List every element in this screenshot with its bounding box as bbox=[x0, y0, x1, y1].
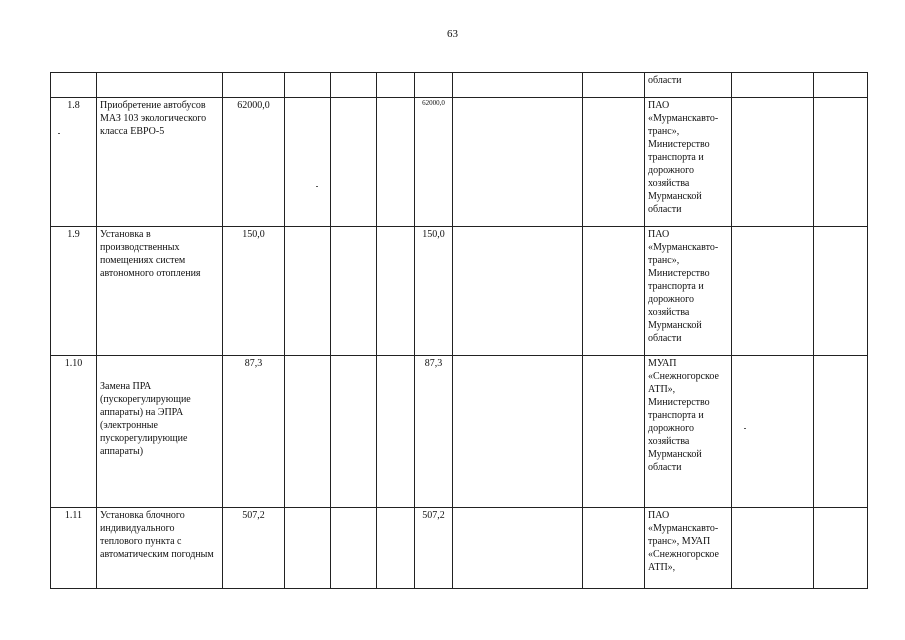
cell-budget: 507,2 bbox=[415, 508, 453, 589]
cell-empty bbox=[583, 508, 645, 589]
cell-num: 1.8 bbox=[51, 98, 97, 227]
cell-empty bbox=[453, 98, 583, 227]
table-row bbox=[51, 508, 868, 589]
cell-num: 1.10 bbox=[51, 356, 97, 508]
scan-speck bbox=[58, 133, 60, 134]
cell-total bbox=[223, 73, 285, 98]
cell-empty bbox=[377, 356, 415, 508]
cell-name: Замена ПРА (пускорегулирующие аппараты) на ЭПРА (электронные пускорегулирующие аппараты) bbox=[97, 356, 223, 508]
cell-num: 1.9 bbox=[51, 227, 97, 356]
cell-executor: ПАО «Мурманскавто-транс», МУАП «Снежногорское АТП», bbox=[645, 508, 732, 589]
cell-empty bbox=[814, 227, 868, 356]
cell-name bbox=[97, 73, 223, 98]
cell-empty bbox=[285, 508, 331, 589]
cell-total: 150,0 bbox=[223, 227, 285, 356]
cell-empty bbox=[453, 227, 583, 356]
cell-empty bbox=[285, 98, 331, 227]
cell-empty bbox=[814, 73, 868, 98]
measures-table bbox=[50, 72, 868, 589]
cell-total: 507,2 bbox=[223, 508, 285, 589]
cell-empty bbox=[814, 98, 868, 227]
cell-executor: МУАП «Снежногорское АТП», Министерство транспорта и дорожного хозяйства Мурманской области bbox=[645, 356, 732, 508]
cell-empty bbox=[377, 227, 415, 356]
cell-empty bbox=[814, 508, 868, 589]
cell-num: 1.11 bbox=[51, 508, 97, 589]
cell-empty bbox=[732, 73, 814, 98]
cell-executor: области bbox=[645, 73, 732, 98]
cell-total: 87,3 bbox=[223, 356, 285, 508]
cell-empty bbox=[331, 356, 377, 508]
table-row bbox=[51, 98, 868, 227]
table-row bbox=[51, 227, 868, 356]
cell-empty bbox=[331, 98, 377, 227]
cell-empty bbox=[732, 98, 814, 227]
cell-empty bbox=[377, 98, 415, 227]
cell-executor: ПАО «Мурманскавто-транс», Министерство транспорта и дорожного хозяйства Мурманской области bbox=[645, 227, 732, 356]
cell-empty bbox=[814, 356, 868, 508]
cell-num bbox=[51, 73, 97, 98]
table-row bbox=[51, 73, 868, 98]
cell-empty bbox=[285, 227, 331, 356]
cell-empty bbox=[285, 356, 331, 508]
cell-empty bbox=[377, 508, 415, 589]
cell-total: 62000,0 bbox=[223, 98, 285, 227]
cell-name: Установка блочного индивидуального теплового пункта с автоматическим погодным bbox=[97, 508, 223, 589]
cell-empty bbox=[453, 356, 583, 508]
cell-empty bbox=[583, 73, 645, 98]
cell-empty bbox=[583, 227, 645, 356]
cell-empty bbox=[732, 508, 814, 589]
cell-empty bbox=[583, 356, 645, 508]
cell-empty bbox=[331, 227, 377, 356]
cell-executor: ПАО «Мурманскавто-транс», Министерство транспорта и дорожного хозяйства Мурманской области bbox=[645, 98, 732, 227]
cell-name: Приобретение автобусов МАЗ 103 экологического класса ЕВРО-5 bbox=[97, 98, 223, 227]
cell-empty bbox=[732, 356, 814, 508]
cell-empty bbox=[583, 98, 645, 227]
cell-empty bbox=[377, 73, 415, 98]
cell-budget: 150,0 bbox=[415, 227, 453, 356]
cell-budget bbox=[415, 73, 453, 98]
cell-name: Установка в производственных помещениях систем автономного отопления bbox=[97, 227, 223, 356]
cell-empty bbox=[732, 227, 814, 356]
table-row bbox=[51, 356, 868, 508]
scan-speck bbox=[744, 428, 746, 429]
cell-empty bbox=[453, 73, 583, 98]
scan-speck bbox=[316, 186, 318, 187]
cell-empty bbox=[331, 73, 377, 98]
cell-budget: 87,3 bbox=[415, 356, 453, 508]
cell-empty bbox=[285, 73, 331, 98]
page-number: 63 bbox=[447, 28, 458, 40]
cell-empty bbox=[453, 508, 583, 589]
cell-budget: 62000,0 bbox=[415, 98, 453, 227]
cell-empty bbox=[331, 508, 377, 589]
